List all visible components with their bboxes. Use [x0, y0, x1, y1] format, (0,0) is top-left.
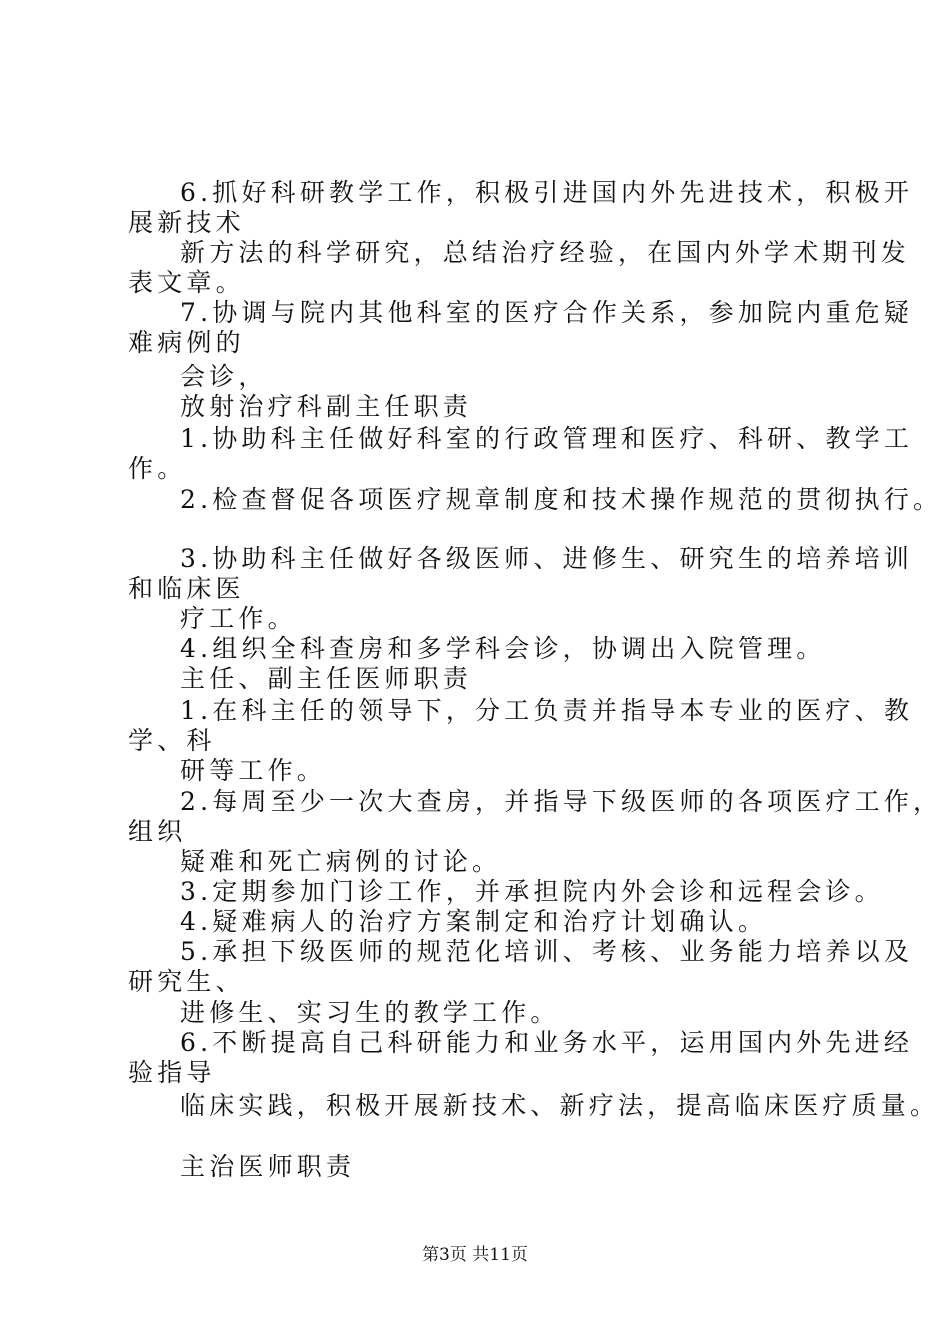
paragraph-line: 疗工作。: [180, 604, 297, 633]
paragraph-line: 1.协助科主任做好科室的行政管理和医疗、科研、教学工: [180, 424, 914, 453]
paragraph-line: 1.在科主任的领导下，分工负责并指导本专业的医疗、教: [180, 696, 914, 725]
paragraph-line: 作。: [128, 454, 187, 483]
paragraph-line: 疑难和死亡病例的讨论。: [180, 847, 502, 876]
paragraph-line: 会诊，: [180, 362, 268, 391]
paragraph-line: 临床实践，积极开展新技术、新疗法，提高临床医疗质量。: [180, 1091, 940, 1120]
paragraph-line: 研等工作。: [180, 756, 327, 785]
paragraph-line: 7.协调与院内其他科室的医疗合作关系，参加院内重危疑: [180, 298, 914, 327]
paragraph-line: 4.组织全科查房和多学科会诊，协调出入院管理。: [180, 634, 826, 663]
paragraph-line: 新方法的科学研究，总结治疗经验，在国内外学术期刊发: [180, 238, 911, 267]
section-heading: 主治医师职责: [180, 1152, 356, 1181]
paragraph-line: 展新技术: [128, 208, 245, 237]
page-number-footer: 第3页 共11页: [422, 1245, 528, 1265]
paragraph-line: 2.每周至少一次大查房，并指导下级医师的各项医疗工作，: [180, 787, 943, 816]
paragraph-line: 3.协助科主任做好各级医师、进修生、研究生的培养培训: [180, 544, 914, 573]
paragraph-line: 5.承担下级医师的规范化培训、考核、业务能力培养以及: [180, 937, 914, 966]
paragraph-line: 6.不断提高自己科研能力和业务水平，运用国内外先进经: [180, 1028, 914, 1057]
paragraph-line: 验指导: [128, 1058, 216, 1087]
paragraph-line: 表文章。: [128, 268, 245, 297]
paragraph-line: 研究生、: [128, 967, 245, 996]
paragraph-line: 进修生、实习生的教学工作。: [180, 998, 560, 1027]
paragraph-line: 4.疑难病人的治疗方案制定和治疗计划确认。: [180, 907, 768, 936]
paragraph-line: 学、科: [128, 726, 216, 755]
paragraph-line: 3.定期参加门诊工作，并承担院内外会诊和远程会诊。: [180, 877, 884, 906]
paragraph-line: 组织: [128, 817, 187, 846]
section-heading: 放射治疗科副主任职责: [180, 392, 473, 421]
paragraph-line: 2.检查督促各项医疗规章制度和技术操作规范的贯彻执行。: [180, 485, 943, 514]
paragraph-line: 难病例的: [128, 328, 245, 357]
paragraph-line: 和临床医: [128, 574, 245, 603]
paragraph-line: 6.抓好科研教学工作，积极引进国内外先进技术，积极开: [180, 178, 914, 207]
section-heading: 主任、副主任医师职责: [180, 664, 473, 693]
